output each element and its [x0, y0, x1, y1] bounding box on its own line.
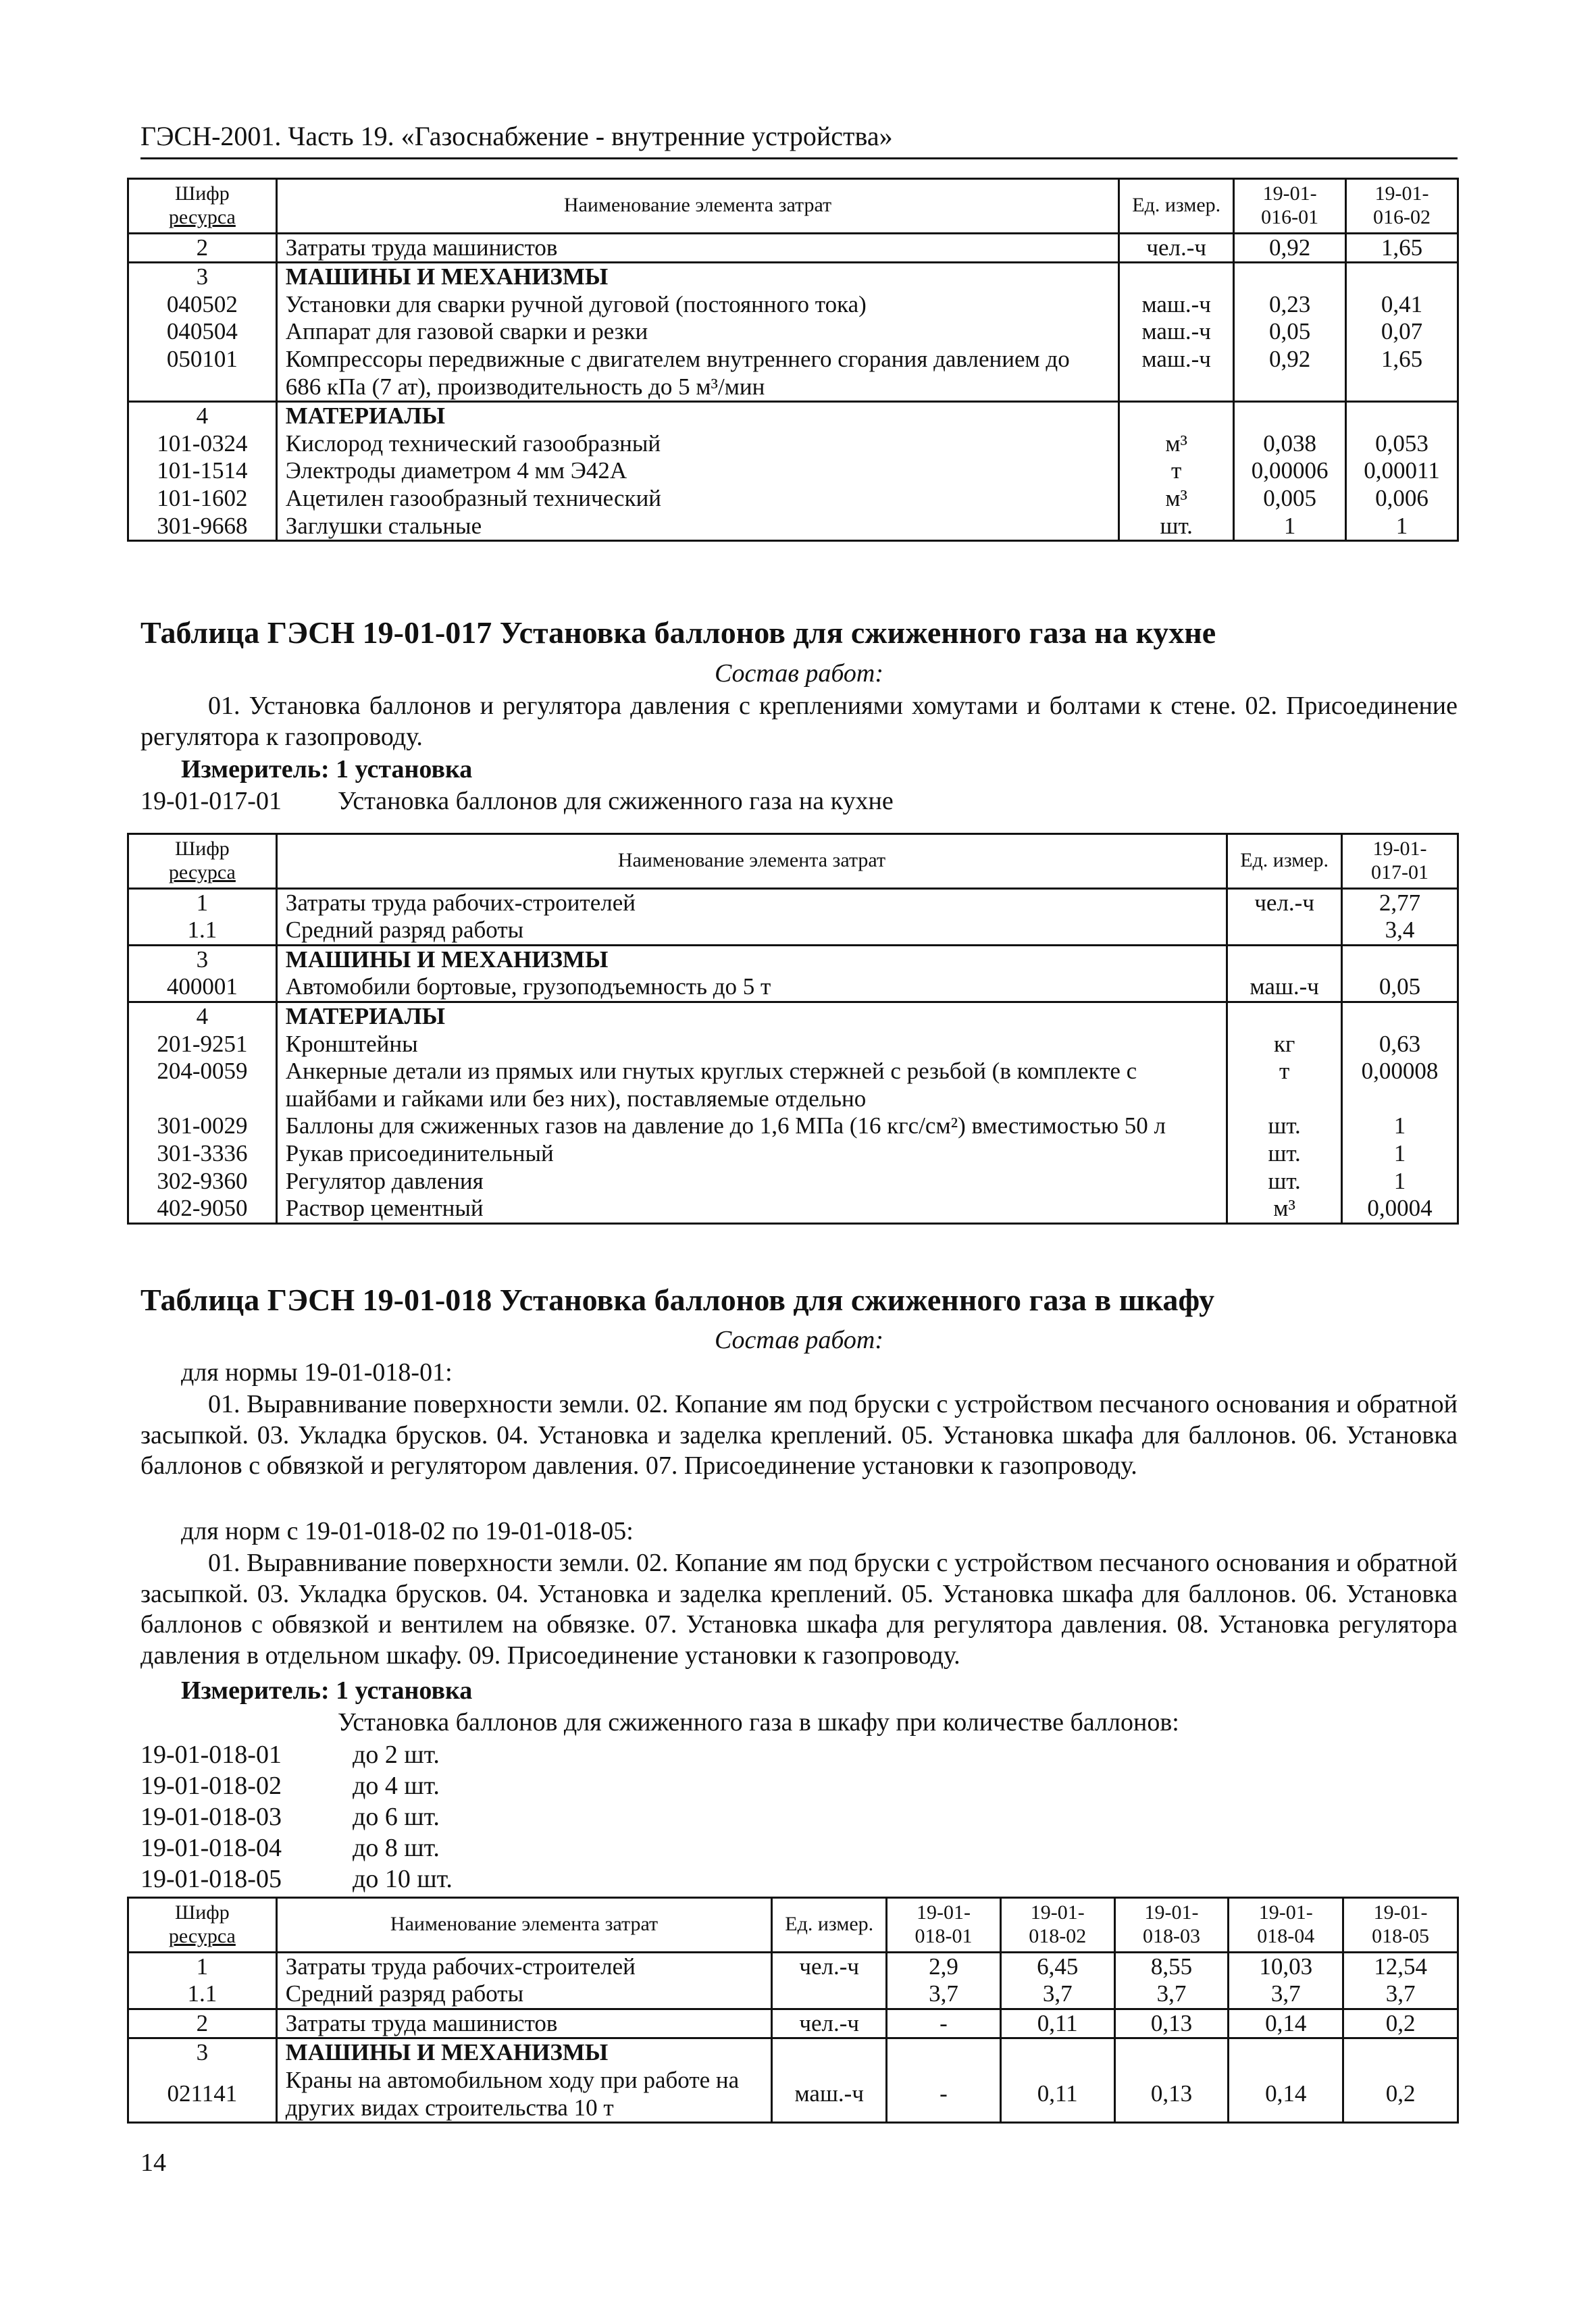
- table-row: [128, 233, 1458, 263]
- for-norm-2: для норм с 19-01-018-02 по 19-01-018-05:: [181, 1517, 634, 1545]
- norm-value: 0,00008: [1342, 1058, 1458, 1112]
- unit: [772, 2038, 887, 2067]
- resource-code: 204-0059: [128, 1058, 277, 1112]
- resource-code: 3: [128, 945, 277, 973]
- resource-code: 400001: [128, 973, 277, 1002]
- norm-value: 0,14: [1229, 2009, 1343, 2038]
- norm-value: [1114, 2038, 1229, 2067]
- norm-list-code: 19-01-018-03: [140, 1803, 282, 1831]
- cost-element-name: Электроды диаметром 4 мм Э42А: [276, 457, 1119, 485]
- cost-element-name: Автомобили бортовые, грузоподъемность до 5 т: [276, 973, 1227, 1002]
- norm-value: 3,4: [1342, 917, 1458, 945]
- resource-code: 201-9251: [128, 1031, 277, 1058]
- norm-value: 0,11: [1000, 2067, 1114, 2123]
- table-row: [128, 318, 1458, 346]
- cost-element-name: МАШИНЫ И МЕХАНИЗМЫ: [276, 263, 1119, 291]
- norm-value: -: [887, 2009, 1001, 2038]
- norm-list-code: 19-01-018-02: [140, 1772, 282, 1800]
- norm-value: [1342, 945, 1458, 973]
- norm-value: 3,7: [1343, 1980, 1458, 2009]
- table-row: [128, 1112, 1458, 1140]
- resource-code: 4: [128, 402, 277, 430]
- unit: маш.-ч: [772, 2067, 887, 2123]
- norm-value: 0,005: [1234, 485, 1346, 513]
- cost-element-name: Регулятор давления: [276, 1168, 1227, 1195]
- norm-value: 1: [1342, 1140, 1458, 1168]
- resource-code: 3: [128, 263, 277, 291]
- table-row: [128, 291, 1458, 319]
- norm-list-code: 19-01-018-01: [140, 1741, 282, 1769]
- table-row: [128, 1031, 1458, 1058]
- cost-element-name: Раствор цементный: [276, 1195, 1227, 1223]
- norm-value: [1343, 2038, 1458, 2067]
- code-header-line: Шифр: [174, 1901, 230, 1924]
- cost-element-name: Затраты труда рабочих-строителей: [276, 888, 1227, 917]
- table-row: [128, 263, 1458, 291]
- norm-code-header: [1229, 1898, 1343, 1953]
- unit: [772, 1980, 887, 2009]
- norm-code-line: 19-01-: [1372, 838, 1427, 860]
- code-header: [128, 1898, 277, 1953]
- resource-code: 1.1: [128, 917, 277, 945]
- norm-code-line: 19-01-: [916, 1901, 971, 1924]
- resource-code: 101-1602: [128, 485, 277, 513]
- cost-element-name: Установки для сварки ручной дуговой (постоянного тока): [276, 291, 1119, 319]
- norm-value: 0,92: [1234, 346, 1346, 402]
- code-header: [128, 179, 277, 234]
- unit: [1227, 917, 1342, 945]
- norm-value: 3,7: [1000, 1980, 1114, 2009]
- resource-code: 2: [128, 233, 277, 263]
- norm-list-code: 19-01-018-05: [140, 1865, 282, 1893]
- norm-code-header: [1234, 179, 1346, 234]
- table-row: [128, 346, 1458, 402]
- resource-code: 4: [128, 1002, 277, 1030]
- norm-code-line: 018-03: [1142, 1924, 1200, 1947]
- norm-value: 1,65: [1346, 233, 1458, 263]
- norm-value: 0,2: [1343, 2067, 1458, 2123]
- norm-code-line: 19-01-: [1374, 182, 1429, 205]
- resource-code: 050101: [128, 346, 277, 402]
- cost-element-name: Затраты труда машинистов: [276, 233, 1119, 263]
- resource-table-018: [127, 1897, 1459, 2124]
- norm-code-line: 19-01-: [1262, 182, 1317, 205]
- norm-value: [887, 2038, 1001, 2067]
- unit-header: Ед. измер.: [1227, 834, 1342, 889]
- cost-element-name: Кронштейны: [276, 1031, 1227, 1058]
- norm-value: 1: [1234, 513, 1346, 541]
- cost-element-name: Заглушки стальные: [276, 513, 1119, 541]
- norm-value: -: [887, 2067, 1001, 2123]
- norm-value: 1,65: [1346, 346, 1458, 402]
- unit: чел.-ч: [772, 2009, 887, 2038]
- cost-element-name: Краны на автомобильном ходу при работе на других видах строительства 10 т: [276, 2067, 772, 2123]
- table-row: [128, 485, 1458, 513]
- norm-value: 3,7: [1229, 1980, 1343, 2009]
- norm-code-line: 018-04: [1257, 1924, 1315, 1947]
- cost-element-name: Аппарат для газовой сварки и резки: [276, 318, 1119, 346]
- norm-code-line: 19-01-: [1373, 1901, 1428, 1924]
- table-row: [128, 2067, 1458, 2123]
- table-row: [128, 1980, 1458, 2009]
- code-header-line: ресурса: [168, 205, 236, 228]
- cost-element-name: Кислород технический газообразный: [276, 430, 1119, 458]
- table-row: [128, 1195, 1458, 1223]
- norm-code-line: 016-02: [1373, 205, 1431, 228]
- norm-value: 1: [1342, 1112, 1458, 1140]
- norm-value: 2,77: [1342, 888, 1458, 917]
- code-header-line: ресурса: [168, 860, 236, 883]
- meter-018: Измеритель: 1 установка: [181, 1676, 473, 1705]
- resource-code: 101-1514: [128, 457, 277, 485]
- norm-code-header: [1343, 1898, 1458, 1953]
- name-header: Наименование элемента затрат: [276, 179, 1119, 234]
- unit: [1227, 945, 1342, 973]
- cost-element-name: МАТЕРИАЛЫ: [276, 402, 1119, 430]
- norm-list-qty: до 10 шт.: [353, 1865, 453, 1893]
- unit: маш.-ч: [1119, 318, 1234, 346]
- unit-header: Ед. измер.: [772, 1898, 887, 1953]
- norm-code-line: 018-05: [1372, 1924, 1430, 1947]
- norm-code-header: [1342, 834, 1458, 889]
- unit: чел.-ч: [772, 1952, 887, 1980]
- norm-value: 1: [1346, 513, 1458, 541]
- meter-017: Измеритель: 1 установка: [181, 755, 473, 783]
- code-header: [128, 834, 277, 889]
- norm-value: 0,00011: [1346, 457, 1458, 485]
- norm-code-header: [1114, 1898, 1229, 1953]
- resource-code: 021141: [128, 2067, 277, 2123]
- norm-code-header: [887, 1898, 1001, 1953]
- norm-value: 8,55: [1114, 1952, 1229, 1980]
- norm-value: 3,7: [1114, 1980, 1229, 2009]
- header-row: [128, 1898, 1458, 1953]
- norm-value: [1346, 402, 1458, 430]
- norm-code-line: 018-02: [1029, 1924, 1087, 1947]
- cost-element-name: МАТЕРИАЛЫ: [276, 1002, 1227, 1030]
- unit: т: [1227, 1058, 1342, 1112]
- resource-code: 2: [128, 2009, 277, 2038]
- unit: т: [1119, 457, 1234, 485]
- norm-code-017: 19-01-017-01: [140, 787, 282, 815]
- norm-code-line: 018-01: [915, 1924, 973, 1947]
- norm-value: 0,006: [1346, 485, 1458, 513]
- unit: маш.-ч: [1227, 973, 1342, 1002]
- norm-value: [1229, 2038, 1343, 2067]
- unit: [1119, 263, 1234, 291]
- table-row: [128, 1002, 1458, 1030]
- norm-code-line: 19-01-: [1030, 1901, 1085, 1924]
- norm-value: 0,00006: [1234, 457, 1346, 485]
- cost-element-name: Баллоны для сжиженных газов на давление до 1,6 МПа (16 кгс/см²) вместимостью 50 л: [276, 1112, 1227, 1140]
- name-header: Наименование элемента затрат: [276, 834, 1227, 889]
- cost-element-name: Средний разряд работы: [276, 1980, 772, 2009]
- norm-value: 0,053: [1346, 430, 1458, 458]
- norm-value: 0,2: [1343, 2009, 1458, 2038]
- unit: м³: [1227, 1195, 1342, 1223]
- resource-code: 301-9668: [128, 513, 277, 541]
- table-row: [128, 1952, 1458, 1980]
- composition-text-017: 01. Установка баллонов и регулятора давления с креплениями хомутами и болтами к стене. 02. Присоединение регулятора к газопроводу.: [140, 692, 1458, 751]
- header-row: [128, 834, 1458, 889]
- unit: кг: [1227, 1031, 1342, 1058]
- unit: шт.: [1227, 1112, 1342, 1140]
- running-header: ГЭСН-2001. Часть 19. «Газоснабжение - внутренние устройства»: [140, 120, 1458, 159]
- norm-code-line: 19-01-: [1258, 1901, 1313, 1924]
- cost-element-name: Анкерные детали из прямых или гнутых круглых стержней с резьбой (в комплекте с шайбами и гайками или без них), поставляемые отдельно: [276, 1058, 1227, 1112]
- table-row: [128, 1058, 1458, 1112]
- norm-value: 0,07: [1346, 318, 1458, 346]
- unit: чел.-ч: [1119, 233, 1234, 263]
- norm-code-header: [1346, 179, 1458, 234]
- norm-value: 0,63: [1342, 1031, 1458, 1058]
- norm-code-header: [1000, 1898, 1114, 1953]
- norm-value: 0,11: [1000, 2009, 1114, 2038]
- composition-text-018-01: 01. Выравнивание поверхности земли. 02. Копание ям под бруски с устройством песчаного основания и обратной засыпкой. 03. Укладка брусков. 04. Установка и заделка креплений. 05. Установка шкафа для баллонов. 06. Установка баллонов с обвязкой и регулятором давления. 07. Присоединение установки к газопроводу.: [140, 1390, 1458, 1481]
- norm-value: 0,41: [1346, 291, 1458, 319]
- resource-code: 040504: [128, 318, 277, 346]
- norm-value: 3,7: [887, 1980, 1001, 2009]
- table-row: [128, 973, 1458, 1002]
- norm-code-line: 017-01: [1371, 860, 1429, 883]
- cost-element-name: Затраты труда машинистов: [276, 2009, 772, 2038]
- norm-value: 0,13: [1114, 2067, 1229, 2123]
- cost-element-name: Ацетилен газообразный технический: [276, 485, 1119, 513]
- table-row: [128, 2009, 1458, 2038]
- table-row: [128, 513, 1458, 541]
- resource-code: 301-3336: [128, 1140, 277, 1168]
- norm-value: 0,05: [1234, 318, 1346, 346]
- composition-text-018-02: 01. Выравнивание поверхности земли. 02. Копание ям под бруски с устройством песчаного основания и обратной засыпкой. 03. Укладка брусков. 04. Установка и заделка креплений. 05. Установка шкафа для баллонов. 06. Установка баллонов с обвязкой и вентилем на обвязке. 07. Установка шкафа для регулятора давления. 08. Установка регулятора давления в отдельном шкафу. 09. Присоединение установки к газопроводу.: [140, 1549, 1458, 1670]
- resource-code: 302-9360: [128, 1168, 277, 1195]
- composition-label-018: Состав работ:: [714, 1326, 884, 1354]
- norm-value: 0,0004: [1342, 1195, 1458, 1223]
- table-row: [128, 430, 1458, 458]
- norm-list-qty: до 2 шт.: [353, 1741, 440, 1769]
- unit-header: Ед. измер.: [1119, 179, 1234, 234]
- norm-list-qty: до 8 шт.: [353, 1834, 440, 1862]
- unit: шт.: [1227, 1140, 1342, 1168]
- composition-label-017: Состав работ:: [714, 659, 884, 688]
- resource-table-017: [127, 833, 1459, 1225]
- unit: м³: [1119, 430, 1234, 458]
- norm-value: 12,54: [1343, 1952, 1458, 1980]
- resource-code: 1.1: [128, 1980, 277, 2009]
- table-row: [128, 457, 1458, 485]
- table-row: [128, 945, 1458, 973]
- norm-list-qty: до 4 шт.: [353, 1772, 440, 1800]
- unit: [1227, 1002, 1342, 1030]
- resource-code: 1: [128, 888, 277, 917]
- norm-list-code: 19-01-018-04: [140, 1834, 282, 1862]
- norm-code-line: 016-01: [1261, 205, 1319, 228]
- norm-value: [1346, 263, 1458, 291]
- cost-element-name: Компрессоры передвижные с двигателем внутреннего сгорания давлением до 686 кПа (7 ат), производительность до 5 м³/мин: [276, 346, 1119, 402]
- unit: маш.-ч: [1119, 346, 1234, 402]
- section-title-017: Таблица ГЭСН 19-01-017 Установка баллонов для сжиженного газа на кухне: [140, 615, 1216, 650]
- header-row: [128, 179, 1458, 234]
- table-row: [128, 1140, 1458, 1168]
- unit: м³: [1119, 485, 1234, 513]
- norm-value: 0,23: [1234, 291, 1346, 319]
- table-row: [128, 402, 1458, 430]
- norm-value: 10,03: [1229, 1952, 1343, 1980]
- norm-intro-018: Установка баллонов для сжиженного газа в шкафу при количестве баллонов:: [338, 1708, 1179, 1737]
- norm-value: [1342, 1002, 1458, 1030]
- cost-element-name: МАШИНЫ И МЕХАНИЗМЫ: [276, 2038, 772, 2067]
- table-row: [128, 888, 1458, 917]
- norm-code-line: 19-01-: [1144, 1901, 1199, 1924]
- unit: [1119, 402, 1234, 430]
- name-header: Наименование элемента затрат: [276, 1898, 772, 1953]
- table-row: [128, 1168, 1458, 1195]
- code-header-line: Шифр: [175, 838, 230, 860]
- norm-value: 0,038: [1234, 430, 1346, 458]
- resource-code: 3: [128, 2038, 277, 2067]
- resource-code: 301-0029: [128, 1112, 277, 1140]
- resource-code: 1: [128, 1952, 277, 1980]
- norm-value: 2,9: [887, 1952, 1001, 1980]
- resource-table-016: [127, 178, 1459, 542]
- section-title-018: Таблица ГЭСН 19-01-018 Установка баллонов для сжиженного газа в шкафу: [140, 1283, 1215, 1317]
- norm-value: 0,05: [1342, 973, 1458, 1002]
- norm-value: [1234, 263, 1346, 291]
- cost-element-name: Затраты труда рабочих-строителей: [276, 1952, 772, 1980]
- page-number: 14: [140, 2149, 166, 2177]
- norm-value: 1: [1342, 1168, 1458, 1195]
- resource-code: 101-0324: [128, 430, 277, 458]
- for-norm-1: для нормы 19-01-018-01:: [181, 1358, 453, 1387]
- cost-element-name: Рукав присоединительный: [276, 1140, 1227, 1168]
- table-row: [128, 2038, 1458, 2067]
- norm-value: 0,92: [1234, 233, 1346, 263]
- norm-value: 6,45: [1000, 1952, 1114, 1980]
- cost-element-name: Средний разряд работы: [276, 917, 1227, 945]
- code-header-line: Шифр: [174, 182, 230, 205]
- table-row: [128, 917, 1458, 945]
- unit: маш.-ч: [1119, 291, 1234, 319]
- code-header-line: ресурса: [168, 1924, 236, 1947]
- norm-list-qty: до 6 шт.: [353, 1803, 440, 1831]
- resource-code: 040502: [128, 291, 277, 319]
- unit: шт.: [1227, 1168, 1342, 1195]
- unit: чел.-ч: [1227, 888, 1342, 917]
- unit: шт.: [1119, 513, 1234, 541]
- norm-value: [1234, 402, 1346, 430]
- norm-value: 0,13: [1114, 2009, 1229, 2038]
- resource-code: 402-9050: [128, 1195, 277, 1223]
- norm-name-017: Установка баллонов для сжиженного газа на кухне: [338, 787, 894, 815]
- norm-value: [1000, 2038, 1114, 2067]
- norm-value: 0,14: [1229, 2067, 1343, 2123]
- cost-element-name: МАШИНЫ И МЕХАНИЗМЫ: [276, 945, 1227, 973]
